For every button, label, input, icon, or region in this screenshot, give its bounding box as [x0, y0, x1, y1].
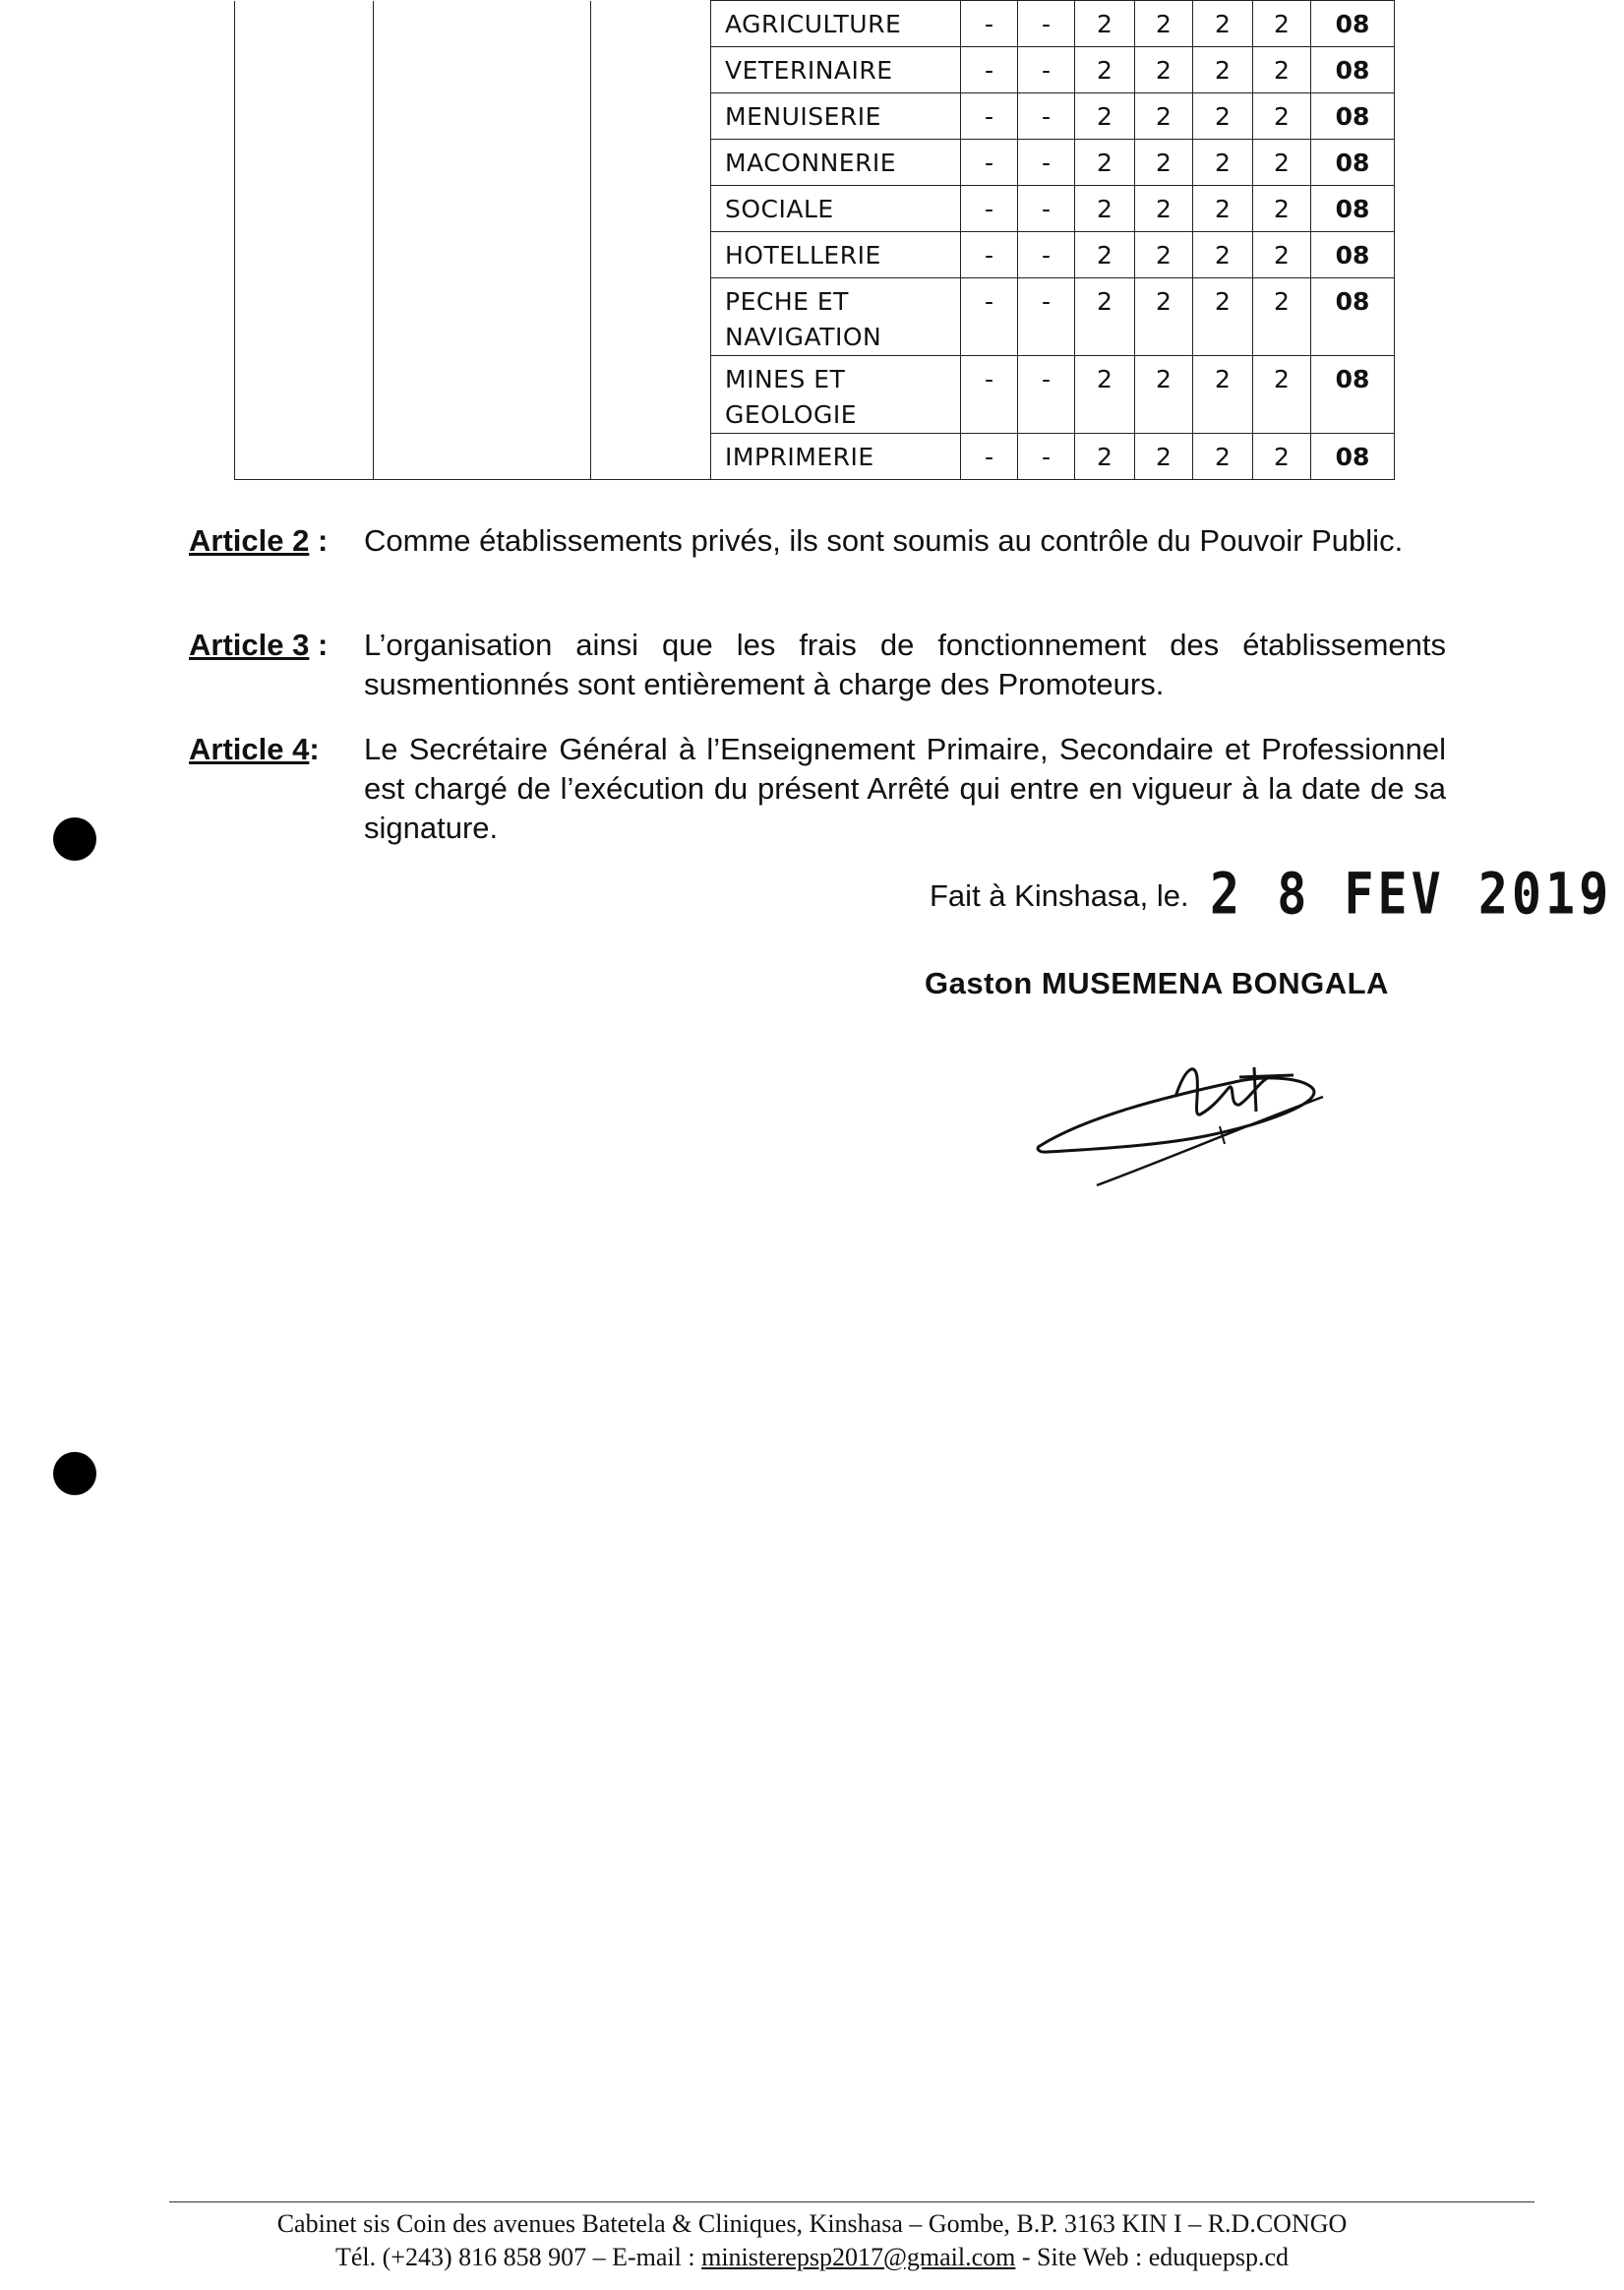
- count-cell: -: [1018, 1, 1075, 47]
- footer-website: - Site Web : eduquepsp.cd: [1015, 2243, 1289, 2271]
- count-cell: 2: [1253, 186, 1311, 232]
- blank-cell: [591, 140, 711, 186]
- blank-cell: [374, 232, 591, 278]
- total-cell: 08: [1311, 47, 1395, 93]
- total-cell: 08: [1311, 140, 1395, 186]
- options-table-body: [235, 1, 1395, 480]
- count-cell: 2: [1193, 140, 1253, 186]
- blank-cell: [374, 93, 591, 140]
- count-cell: 2: [1193, 93, 1253, 140]
- blank-cell: [591, 93, 711, 140]
- table-row: [235, 434, 1395, 480]
- count-cell: 2: [1075, 47, 1135, 93]
- count-cell: 2: [1193, 232, 1253, 278]
- option-name-cell: SOCIALE: [711, 186, 961, 232]
- signer-name: Gaston MUSEMENA BONGALA: [925, 966, 1389, 1000]
- blank-cell: [235, 140, 374, 186]
- table-row: [235, 232, 1395, 278]
- blank-cell: [374, 47, 591, 93]
- table-row: [235, 47, 1395, 93]
- count-cell: -: [1018, 93, 1075, 140]
- count-cell: -: [1018, 356, 1075, 434]
- count-cell: -: [1018, 186, 1075, 232]
- option-name-cell: MENUISERIE: [711, 93, 961, 140]
- count-cell: -: [961, 232, 1018, 278]
- blank-cell: [591, 47, 711, 93]
- count-cell: 2: [1075, 434, 1135, 480]
- count-cell: 2: [1193, 1, 1253, 47]
- count-cell: 2: [1193, 278, 1253, 356]
- count-cell: 2: [1253, 434, 1311, 480]
- blank-cell: [591, 356, 711, 434]
- punch-hole-top: [53, 817, 96, 861]
- count-cell: 2: [1193, 47, 1253, 93]
- count-cell: -: [961, 434, 1018, 480]
- count-cell: -: [961, 1, 1018, 47]
- count-cell: -: [1018, 232, 1075, 278]
- total-cell: 08: [1311, 232, 1395, 278]
- blank-cell: [591, 278, 711, 356]
- handwritten-signature: [1028, 1038, 1402, 1215]
- table-row: [235, 356, 1395, 434]
- blank-cell: [591, 186, 711, 232]
- option-name-cell: MACONNERIE: [711, 140, 961, 186]
- total-cell: 08: [1311, 1, 1395, 47]
- blank-cell: [374, 1, 591, 47]
- count-cell: 2: [1075, 93, 1135, 140]
- count-cell: 2: [1135, 278, 1193, 356]
- total-cell: 08: [1311, 93, 1395, 140]
- count-cell: 2: [1193, 186, 1253, 232]
- blank-cell: [235, 186, 374, 232]
- total-cell: 08: [1311, 186, 1395, 232]
- article-4: [189, 730, 1446, 848]
- article-4-label: Article 4: [189, 732, 310, 766]
- count-cell: -: [1018, 47, 1075, 93]
- table-row: [235, 140, 1395, 186]
- option-name-cell: MINES ET GEOLOGIE: [711, 356, 961, 434]
- article-3-text: L’organisation ainsi que les frais de fonctionnement des établissements susmentionnés sont entièrement à charge des Promoteurs.: [364, 628, 1446, 701]
- blank-cell: [374, 434, 591, 480]
- blank-cell: [374, 186, 591, 232]
- article-3-sep: :: [309, 628, 329, 662]
- count-cell: 2: [1135, 356, 1193, 434]
- count-cell: 2: [1253, 1, 1311, 47]
- count-cell: 2: [1253, 93, 1311, 140]
- option-name-cell: VETERINAIRE: [711, 47, 961, 93]
- count-cell: 2: [1075, 356, 1135, 434]
- count-cell: 2: [1135, 186, 1193, 232]
- place-line: Fait à Kinshasa, le.: [930, 878, 1189, 913]
- count-cell: -: [961, 47, 1018, 93]
- option-name-cell: HOTELLERIE: [711, 232, 961, 278]
- count-cell: 2: [1193, 356, 1253, 434]
- count-cell: -: [961, 278, 1018, 356]
- blank-cell: [235, 278, 374, 356]
- blank-cell: [235, 93, 374, 140]
- count-cell: -: [1018, 434, 1075, 480]
- count-cell: 2: [1135, 93, 1193, 140]
- total-cell: 08: [1311, 278, 1395, 356]
- count-cell: 2: [1253, 356, 1311, 434]
- footer-rule: [169, 2201, 1534, 2202]
- count-cell: 2: [1193, 434, 1253, 480]
- count-cell: -: [961, 93, 1018, 140]
- article-2-label: Article 2: [189, 523, 310, 558]
- count-cell: 2: [1135, 434, 1193, 480]
- footer-address: Cabinet sis Coin des avenues Batetela & Cliniques, Kinshasa – Gombe, B.P. 3163 KIN I – R.D.CONGO: [276, 2209, 1348, 2238]
- table-row: [235, 93, 1395, 140]
- count-cell: 2: [1075, 186, 1135, 232]
- blank-cell: [591, 434, 711, 480]
- count-cell: -: [961, 186, 1018, 232]
- footer-phone: Tél. (+243) 816 858 907 – E-mail :: [334, 2243, 702, 2271]
- blank-cell: [591, 232, 711, 278]
- count-cell: 2: [1135, 140, 1193, 186]
- date-stamp: 2 8 FEV 2019: [1210, 861, 1613, 928]
- blank-cell: [235, 356, 374, 434]
- blank-cell: [591, 1, 711, 47]
- count-cell: 2: [1075, 1, 1135, 47]
- count-cell: 2: [1075, 140, 1135, 186]
- count-cell: 2: [1075, 232, 1135, 278]
- count-cell: 2: [1253, 232, 1311, 278]
- count-cell: 2: [1253, 278, 1311, 356]
- article-3: [189, 626, 1446, 704]
- punch-hole-bottom: [53, 1452, 96, 1495]
- article-2-text: Comme établissements privés, ils sont soumis au contrôle du Pouvoir Public.: [364, 523, 1404, 558]
- count-cell: 2: [1253, 140, 1311, 186]
- blank-cell: [235, 434, 374, 480]
- article-4-text: Le Secrétaire Général à l’Enseignement Primaire, Secondaire et Professionnel est chargé de l’exécution du présent Arrêté qui entre en vigueur à la date de sa signature.: [364, 732, 1446, 845]
- blank-cell: [235, 47, 374, 93]
- count-cell: 2: [1075, 278, 1135, 356]
- article-2-sep: :: [309, 523, 329, 558]
- count-cell: -: [961, 140, 1018, 186]
- count-cell: 2: [1135, 47, 1193, 93]
- article-3-label: Article 3: [189, 628, 310, 662]
- count-cell: 2: [1253, 47, 1311, 93]
- blank-cell: [235, 232, 374, 278]
- option-name-cell: PECHE ET NAVIGATION: [711, 278, 961, 356]
- article-2: [189, 521, 1446, 561]
- total-cell: 08: [1311, 356, 1395, 434]
- table-row: [235, 1, 1395, 47]
- count-cell: 2: [1135, 232, 1193, 278]
- count-cell: -: [961, 356, 1018, 434]
- total-cell: 08: [1311, 434, 1395, 480]
- table-row: [235, 186, 1395, 232]
- options-table: [234, 0, 1395, 480]
- footer-email: ministerepsp2017@gmail.com: [701, 2243, 1016, 2271]
- article-4-sep: :: [309, 732, 320, 766]
- blank-cell: [374, 278, 591, 356]
- blank-cell: [374, 140, 591, 186]
- footer-contact: [0, 2243, 1624, 2272]
- table-row: [235, 278, 1395, 356]
- count-cell: -: [1018, 140, 1075, 186]
- option-name-cell: AGRICULTURE: [711, 1, 961, 47]
- count-cell: -: [1018, 278, 1075, 356]
- count-cell: 2: [1135, 1, 1193, 47]
- option-name-cell: IMPRIMERIE: [711, 434, 961, 480]
- blank-cell: [235, 1, 374, 47]
- blank-cell: [374, 356, 591, 434]
